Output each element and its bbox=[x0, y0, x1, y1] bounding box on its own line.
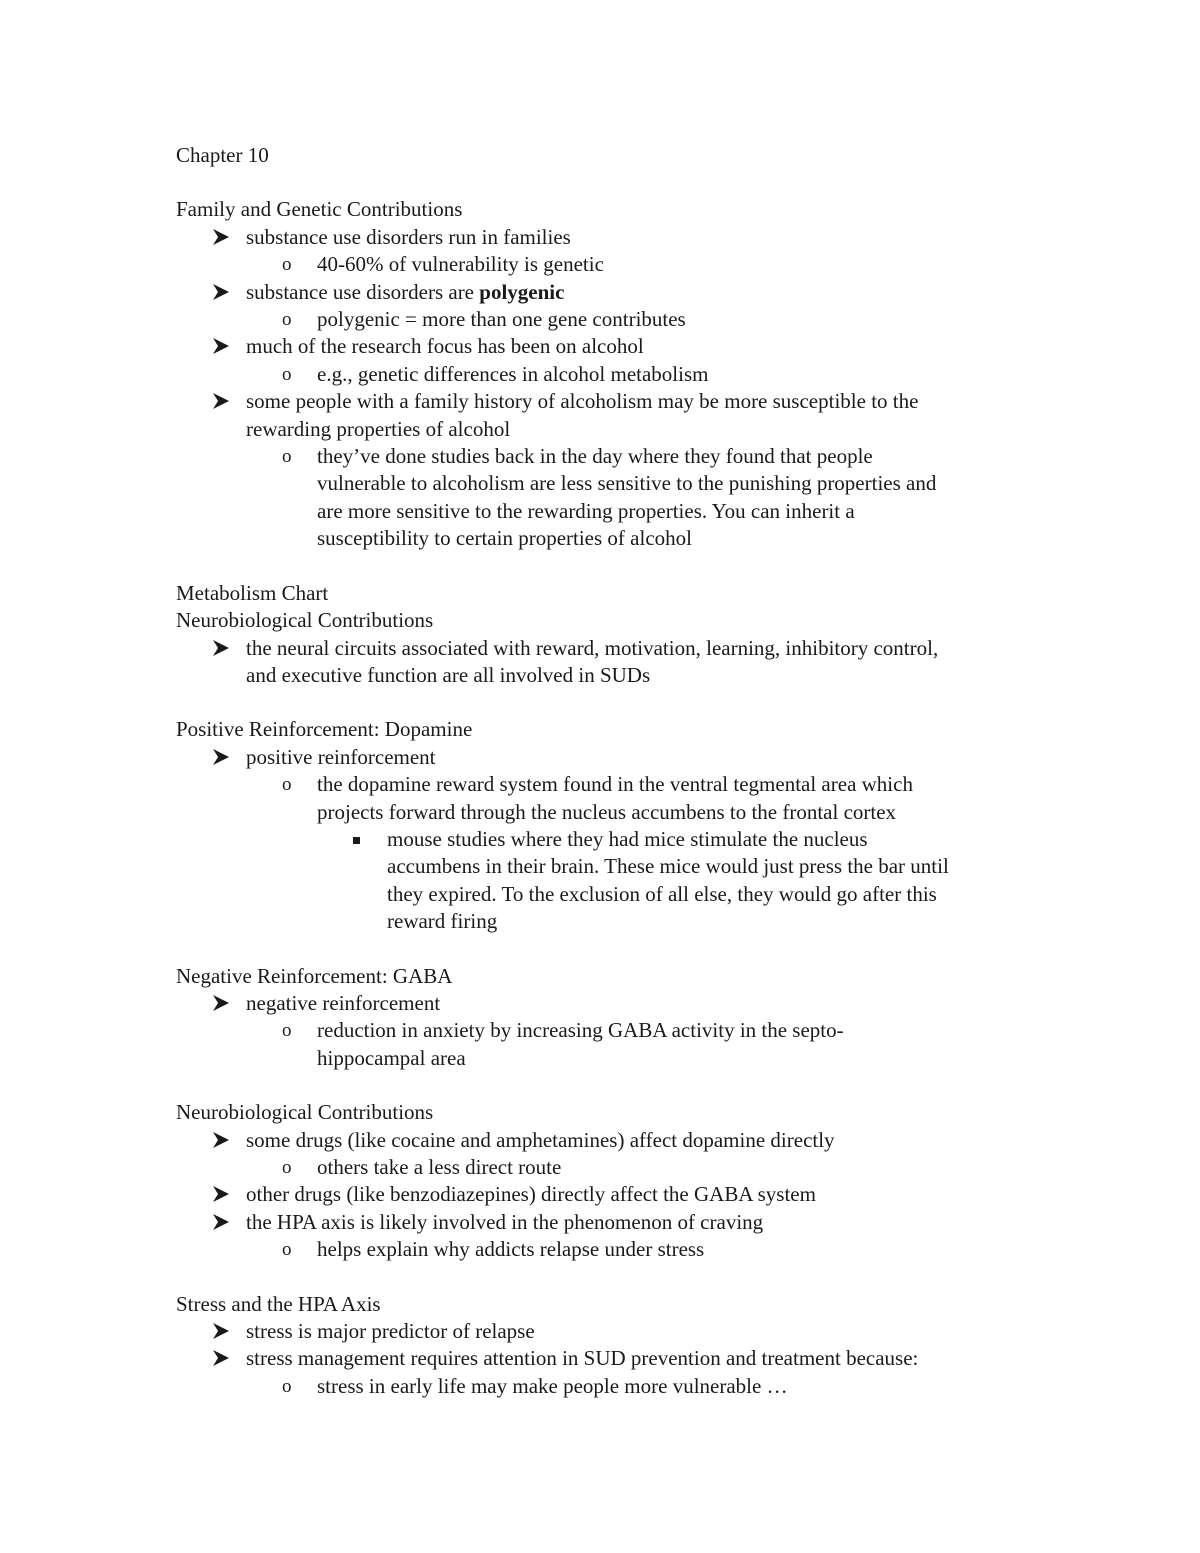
list-item: o reduction in anxiety by increasing GABA activity in the septo- bbox=[176, 1017, 1036, 1044]
circle-bullet: o bbox=[282, 363, 292, 385]
list-item-continuation: hippocampal area bbox=[317, 1045, 466, 1070]
list-item: the HPA axis is likely involved in the phenomenon of craving bbox=[176, 1209, 1036, 1236]
list-item: o helps explain why addicts relapse under stress bbox=[176, 1236, 1036, 1263]
square-bullet-icon bbox=[353, 837, 360, 844]
list-item-continuation: projects forward through the nucleus accumbens to the frontal cortex bbox=[317, 799, 897, 824]
circle-bullet: o bbox=[282, 1375, 292, 1397]
circle-bullet: o bbox=[282, 1239, 292, 1261]
list-item: o the dopamine reward system found in the ventral tegmental area which bbox=[176, 771, 1036, 798]
list-item: stress is major predictor of relapse bbox=[176, 1318, 1036, 1345]
arrow-bullet-icon bbox=[212, 1213, 230, 1231]
list-item-continuation: vulnerable to alcoholism are less sensitive to the punishing properties and bbox=[317, 471, 937, 496]
arrow-bullet-icon bbox=[212, 283, 230, 301]
section-heading-neurobiological-2: Neurobiological Contributions bbox=[176, 1100, 434, 1125]
list-item: much of the research focus has been on alcohol bbox=[176, 333, 1036, 360]
arrow-bullet-icon bbox=[212, 228, 230, 246]
list-item-continuation: rewarding properties of alcohol bbox=[246, 416, 511, 441]
list-item-continuation: reward firing bbox=[387, 909, 498, 934]
section-heading-positive: Positive Reinforcement: Dopamine bbox=[176, 717, 473, 742]
section-heading-stress: Stress and the HPA Axis bbox=[176, 1291, 381, 1316]
circle-bullet: o bbox=[282, 1157, 292, 1178]
list-item: other drugs (like benzodiazepines) directly affect the GABA system bbox=[176, 1181, 1036, 1208]
list-item-continuation: they expired. To the exclusion of all else, they would go after this bbox=[387, 881, 937, 906]
list-item: substance use disorders are polygenic bbox=[176, 279, 1036, 306]
list-item: substance use disorders run in families bbox=[176, 224, 1036, 251]
arrow-bullet-icon bbox=[212, 1322, 230, 1340]
arrow-bullet-icon bbox=[212, 1131, 230, 1149]
notes-body bbox=[176, 142, 1036, 1400]
list-item: stress management requires attention in SUD prevention and treatment because: bbox=[176, 1345, 1036, 1372]
list-item: o e.g., genetic differences in alcohol metabolism bbox=[176, 361, 1036, 388]
arrow-bullet-icon bbox=[212, 1185, 230, 1203]
list-item: some drugs (like cocaine and amphetamines) affect dopamine directly bbox=[176, 1127, 1036, 1154]
circle-bullet: o bbox=[282, 309, 292, 331]
section-heading-negative: Negative Reinforcement: GABA bbox=[176, 963, 453, 988]
list-item: negative reinforcement bbox=[176, 990, 1036, 1017]
arrow-bullet-icon bbox=[212, 994, 230, 1012]
list-item: o stress in early life may make people more vulnerable … bbox=[176, 1373, 1036, 1400]
section-heading-family: Family and Genetic Contributions bbox=[176, 197, 463, 222]
arrow-bullet-icon bbox=[212, 748, 230, 766]
circle-bullet: o bbox=[282, 774, 292, 796]
list-item: o 40-60% of vulnerability is genetic bbox=[176, 251, 1036, 278]
list-item-continuation: susceptibility to certain properties of alcohol bbox=[317, 526, 692, 551]
list-item: the neural circuits associated with reward, motivation, learning, inhibitory control, bbox=[176, 635, 1036, 662]
arrow-bullet-icon bbox=[212, 392, 230, 410]
section-heading-metabolism: Metabolism Chart bbox=[176, 580, 329, 605]
list-item: positive reinforcement bbox=[176, 744, 1036, 771]
arrow-bullet-icon bbox=[212, 1349, 230, 1367]
arrow-bullet-icon bbox=[212, 639, 230, 657]
list-item: o polygenic = more than one gene contributes bbox=[176, 306, 1036, 333]
bold-term: polygenic bbox=[479, 279, 565, 304]
list-item: mouse studies where they had mice stimulate the nucleus bbox=[176, 826, 1036, 853]
list-item-continuation: accumbens in their brain. These mice would just press the bar until bbox=[387, 854, 949, 879]
circle-bullet: o bbox=[282, 446, 292, 468]
circle-bullet: o bbox=[282, 254, 292, 276]
page-title: Chapter 10 bbox=[176, 143, 269, 167]
list-item-continuation: and executive function are all involved in SUDs bbox=[246, 662, 651, 687]
circle-bullet: o bbox=[282, 1020, 292, 1042]
list-item: o they’ve done studies back in the day where they found that people bbox=[176, 443, 1036, 470]
list-item-continuation: are more sensitive to the rewarding properties. You can inherit a bbox=[317, 498, 855, 523]
list-item: some people with a family history of alcoholism may be more susceptible to the bbox=[176, 388, 1036, 415]
arrow-bullet-icon bbox=[212, 337, 230, 355]
section-heading-neurobiological: Neurobiological Contributions bbox=[176, 608, 434, 633]
list-item: o others take a less direct route bbox=[176, 1154, 1036, 1181]
